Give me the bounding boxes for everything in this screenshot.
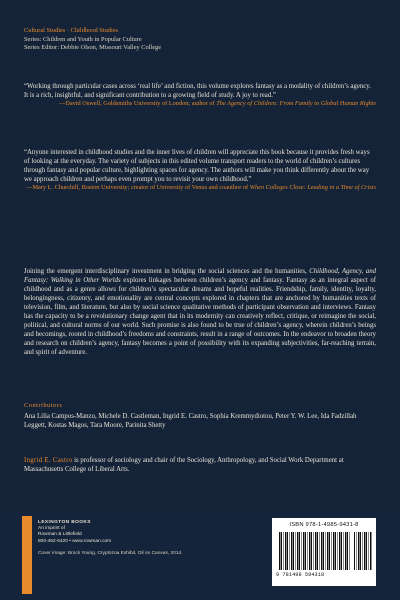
contributors-heading: Contributors (24, 402, 63, 409)
barcode-icon (279, 532, 351, 570)
price-barcode-icon (354, 532, 372, 570)
cover-credit: Cover image: Brock Young, Cryptozoa Exhibit, Oil on Canvas, 2014. (38, 550, 183, 556)
contributors-list: Ana Lilia Campos-Manzo, Michele D. Castleman, Ingrid E. Castro, Sophia Kremmydiotou, Peter Y. W. Lee, Ida Fadzillah Leggett, Kostas Magos, Tara Moore, Parinita Shetty (24, 413, 357, 429)
blurb-attribution: —Mary L. Churchill, Boston University; creator of University of Venus and coauthor of When Colleges Close: Leading in a Time of Crisis (26, 184, 376, 191)
series-editor: Series Editor: Debbie Olson, Missouri Valley College (24, 44, 162, 52)
barcode-panel (272, 518, 376, 586)
publisher-logo (22, 516, 32, 594)
book-description: Joining the emergent interdisciplinary investment in bridging the social sciences and the humanities, Childhood, Agency, and Fantasy: Walking in Other Worlds explores linkages between children’s agency and fantasy. Fantasy as an integral aspect of childhood and as a genre allows for children’s spectacular dreams and hopeful realities. Friendship, family, identity, loyalty, belongingness, citizenry, and emotionality are central concepts explored in chapters that are anchored by humanities texts of television, film, and literature, but also by social science qualitative methods of participant observation and interviews. Fantasy has the capacity to be a revolutionary change agent that in its modernity can creatively reflect, critique, or reimagine the social, political, and cultural norms of our world. Such promise is also found to be true of children’s agency, wherein children’s beings and becomings, rooted in childhood’s freedoms and constraints, result in a range of outcomes. In the endeavor to broaden theory and research on children’s agency, fantasy becomes a point of possibility with its expanding subjectivities, far-reaching terrain, and spirit of adventure. (24, 268, 376, 357)
series-header (24, 27, 376, 53)
blurb-1 (24, 82, 376, 108)
blurb-attribution: —David Oswell, Goldsmiths University of London; author of The Agency of Children: From Family to Global Human Rights (58, 100, 376, 107)
imprint-line: An imprint of (38, 526, 65, 532)
barcode-digits: 9 781498 594318 (276, 572, 325, 578)
blurb-quote: “Anyone interested in childhood studies and the inner lives of children will appreciate this book because it provides fresh ways of looking at the everyday. The variety of subjects in this edited volume transport readers to the world of children’s cultures through fantasy and popular culture, highlighting spaces for agency. The authors will make you think differently about the way we approach children and perhaps even prompt you to revisit your own childhood.” (24, 149, 370, 183)
blurb-quote: “Working through particular cases across ‘real life’ and fiction, this volume explores fantasy as a modality of children’s agency. It is a rich, insightful, and significant contribution to a growing field of study. A joy to read.” (24, 83, 371, 99)
category-line: Cultural Studies · Childhood Studies (24, 27, 119, 34)
author-bio: Ingrid E. Castro is professor of sociology and chair of the Sociology, Anthropology, and Social Work Department at Massachusetts College of Liberal Arts. (24, 457, 344, 473)
series-name: Series: Children and Youth in Popular Culture (24, 35, 142, 43)
isbn-label: ISBN 978-1-4985-9431-8 (289, 522, 359, 528)
publisher-info (38, 520, 183, 557)
blurb-2 (24, 148, 376, 192)
book-title: Childhood, Agency, and Fantasy: Walking in Other Worlds (24, 268, 376, 285)
parent-publisher: Rowman & Littlefield (38, 532, 82, 538)
publisher-name: LEXINGTON BOOKS (38, 520, 91, 525)
author-name: Ingrid E. Castro (24, 457, 73, 464)
publisher-contact: 800-462-6420 • www.rowman.com (38, 538, 112, 544)
